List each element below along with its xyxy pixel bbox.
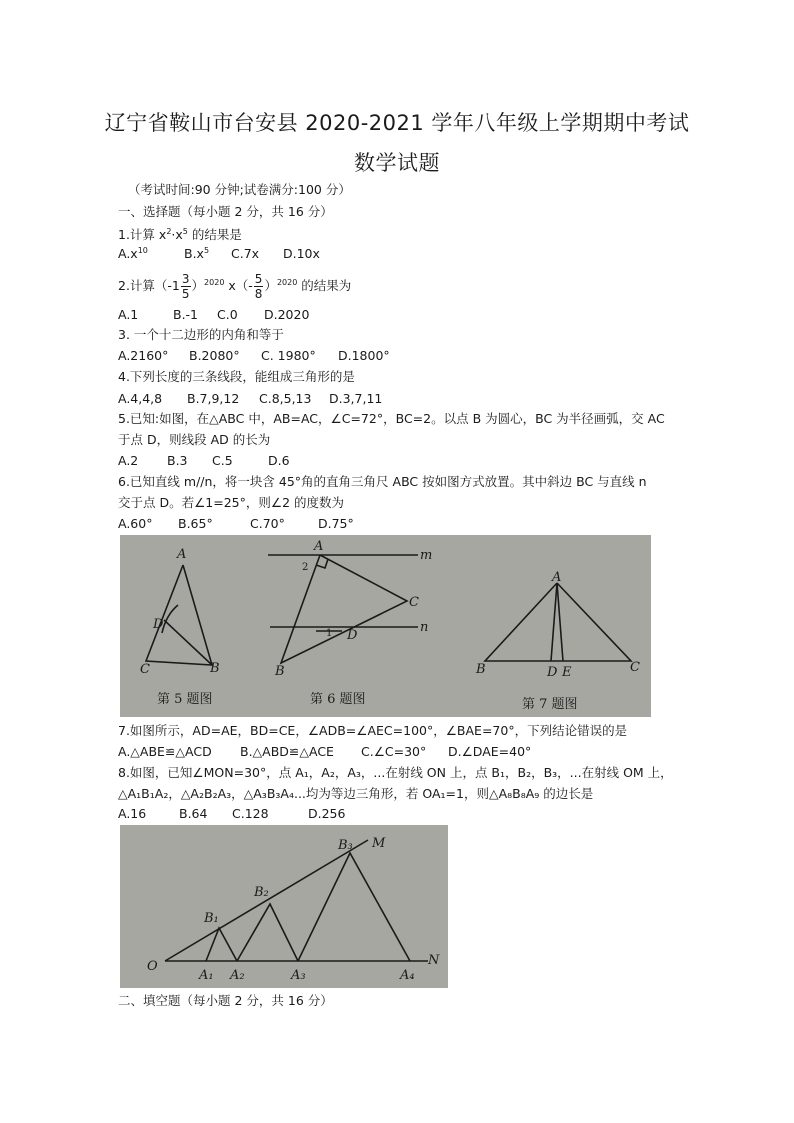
label-b3: B₃ xyxy=(338,838,353,853)
figure-8 xyxy=(120,825,448,988)
fraction-5-8: $\frac{5}{8}$ xyxy=(254,272,263,302)
figures-5-6-7 xyxy=(120,535,651,717)
option-d: D.∠DAE=40° xyxy=(448,744,532,759)
option-c: C.128 xyxy=(232,806,269,821)
option-a: $A.x^{10}$ xyxy=(118,246,148,262)
question-5-options xyxy=(118,453,290,468)
ray-om xyxy=(165,840,368,961)
triangle-a3b3a4 xyxy=(298,853,410,961)
option-a: A.60° xyxy=(118,516,153,531)
fig6-label-c: C xyxy=(409,595,419,610)
option-b: B.65° xyxy=(178,516,213,531)
fig7-label-e: E xyxy=(562,665,572,680)
fig6-label-a: A xyxy=(314,539,324,554)
label-o: O xyxy=(147,959,158,974)
question-5-line1: 5.已知:如图，在△ABC 中，AB=AC，∠C=72°，BC=2。以点 B 为圆心，BC 为半径画弧，交 AC xyxy=(118,411,665,426)
question-3: 3. 一个十二边形的内角和等于 xyxy=(118,327,284,342)
label-b1: B₁ xyxy=(204,911,219,926)
option-b: B.64 xyxy=(179,806,208,821)
option-c: C.5 xyxy=(212,453,233,468)
question-2-options xyxy=(118,307,309,322)
question-8-line1: 8.如图，已知∠MON=30°，点 A₁，A₂，A₃，...在射线 ON 上，点 B₁，B₂，B₃，...在射线 OM 上， xyxy=(118,765,673,780)
question-5-line2: 于点 D，则线段 AD 的长为 xyxy=(118,432,271,447)
fig7-label-a: A xyxy=(552,570,562,585)
question-1: 1.计算 $x^2\cdot x^5$ 的结果是 xyxy=(118,227,242,243)
option-b: B.△ABD≌△ACE xyxy=(240,744,334,759)
label-a2: A₂ xyxy=(230,968,245,983)
option-a: A.2 xyxy=(118,453,139,468)
fig6-label-b: B xyxy=(275,664,285,679)
question-8-options xyxy=(118,806,345,821)
question-7-options xyxy=(118,744,531,759)
fig6-label-d: D xyxy=(347,628,358,643)
option-c: C.8,5,13 xyxy=(259,391,312,406)
exam-subtitle: 数学试题 xyxy=(354,151,440,175)
option-b: B.2080° xyxy=(189,348,240,363)
option-c: C.0 xyxy=(217,307,238,322)
option-d: D.3,7,11 xyxy=(329,391,383,406)
question-3-options xyxy=(118,348,390,363)
fig6-caption: 第 6 题图 xyxy=(310,692,366,707)
question-6-line1: 6.已知直线 m//n，将一块含 45°角的直角三角尺 ABC 按如图方式放置。其中斜边 BC 与直线 n xyxy=(118,474,647,489)
fig5-triangle xyxy=(146,565,212,665)
label-a4: A₄ xyxy=(400,968,415,983)
option-b: $B.x^5$ xyxy=(184,246,210,262)
section1-title: 一、选择题（每小题 2 分，共 16 分） xyxy=(118,204,333,219)
label-b2: B₂ xyxy=(254,885,269,900)
label-a1: A₁ xyxy=(199,968,214,983)
question-7: 7.如图所示，AD=AE，BD=CE，∠ADB=∠AEC=100°，∠BAE=70°，下列结论错误的是 xyxy=(118,723,628,738)
label-m: M xyxy=(372,836,386,851)
question-2: 2.计算（-1 $\frac{3}{5}$ ）$^{2020}$ x（- $\frac{5}{8}$ ）$^{2020}$ 的结果为 xyxy=(118,272,352,302)
fig5-label-a: A xyxy=(177,547,187,562)
question-1-options xyxy=(118,246,320,261)
option-c: C.70° xyxy=(250,516,285,531)
fig6-angle-1-label: 1 xyxy=(326,628,333,639)
fig6-label-m: m xyxy=(420,548,433,563)
option-c: C.7x xyxy=(231,246,260,262)
fig5-label-d: D xyxy=(153,617,164,632)
fig6-angle-2-label: 2 xyxy=(302,562,309,573)
option-d: D.2020 xyxy=(264,307,310,322)
exam-info: （考试时间:90 分钟;试卷满分:100 分） xyxy=(128,182,351,197)
fig7-segment-ad xyxy=(551,583,557,661)
option-a: A.16 xyxy=(118,806,147,821)
fig7-label-b: B xyxy=(476,662,486,677)
option-a: A.4,4,8 xyxy=(118,391,163,406)
option-d: D.256 xyxy=(308,806,346,821)
fig7-segment-ae xyxy=(557,583,563,661)
fig5-caption: 第 5 题图 xyxy=(157,692,213,707)
question-4: 4.下列长度的三条线段，能组成三角形的是 xyxy=(118,369,355,384)
label-n: N xyxy=(428,953,440,968)
option-b: B.-1 xyxy=(173,307,199,322)
fraction-3-5: $\frac{3}{5}$ xyxy=(181,272,190,302)
fig6-label-n: n xyxy=(420,620,429,635)
option-d: D.75° xyxy=(318,516,354,531)
option-b: B.7,9,12 xyxy=(187,391,240,406)
option-d: D.1800° xyxy=(338,348,390,363)
option-c: C.∠C=30° xyxy=(361,744,427,759)
fig7-label-c: C xyxy=(630,660,640,675)
question-8-line2: △A₁B₁A₂，△A₂B₂A₃，△A₃B₃A₄...均为等边三角形，若 OA₁=1，则△A₈B₈A₉ 的边长是 xyxy=(118,786,594,801)
question-6-options xyxy=(118,516,354,531)
question-6-line2: 交于点 D。若∠1=25°，则∠2 的度数为 xyxy=(118,495,345,510)
option-c: C. 1980° xyxy=(261,348,316,363)
fig7-label-d: D xyxy=(547,665,558,680)
option-a: A.△ABE≌△ACD xyxy=(118,744,212,759)
fig5-label-b: B xyxy=(210,661,220,676)
fig6-triangle xyxy=(281,555,407,663)
option-d: D.6 xyxy=(268,453,290,468)
fig7-caption: 第 7 题图 xyxy=(522,697,578,712)
option-b: B.3 xyxy=(167,453,188,468)
section2-title: 二、填空题（每小题 2 分，共 16 分） xyxy=(118,993,333,1008)
label-a3: A₃ xyxy=(291,968,306,983)
fig5-label-c: C xyxy=(140,662,150,677)
fig5-arc xyxy=(162,605,178,633)
option-a: A.2160° xyxy=(118,348,169,363)
exam-title: 辽宁省鞍山市台安县 2020-2021 学年八年级上学期期中考试 xyxy=(104,111,690,135)
question-4-options xyxy=(118,391,382,406)
option-a: A.1 xyxy=(118,307,139,322)
option-d: D.10x xyxy=(283,246,320,262)
